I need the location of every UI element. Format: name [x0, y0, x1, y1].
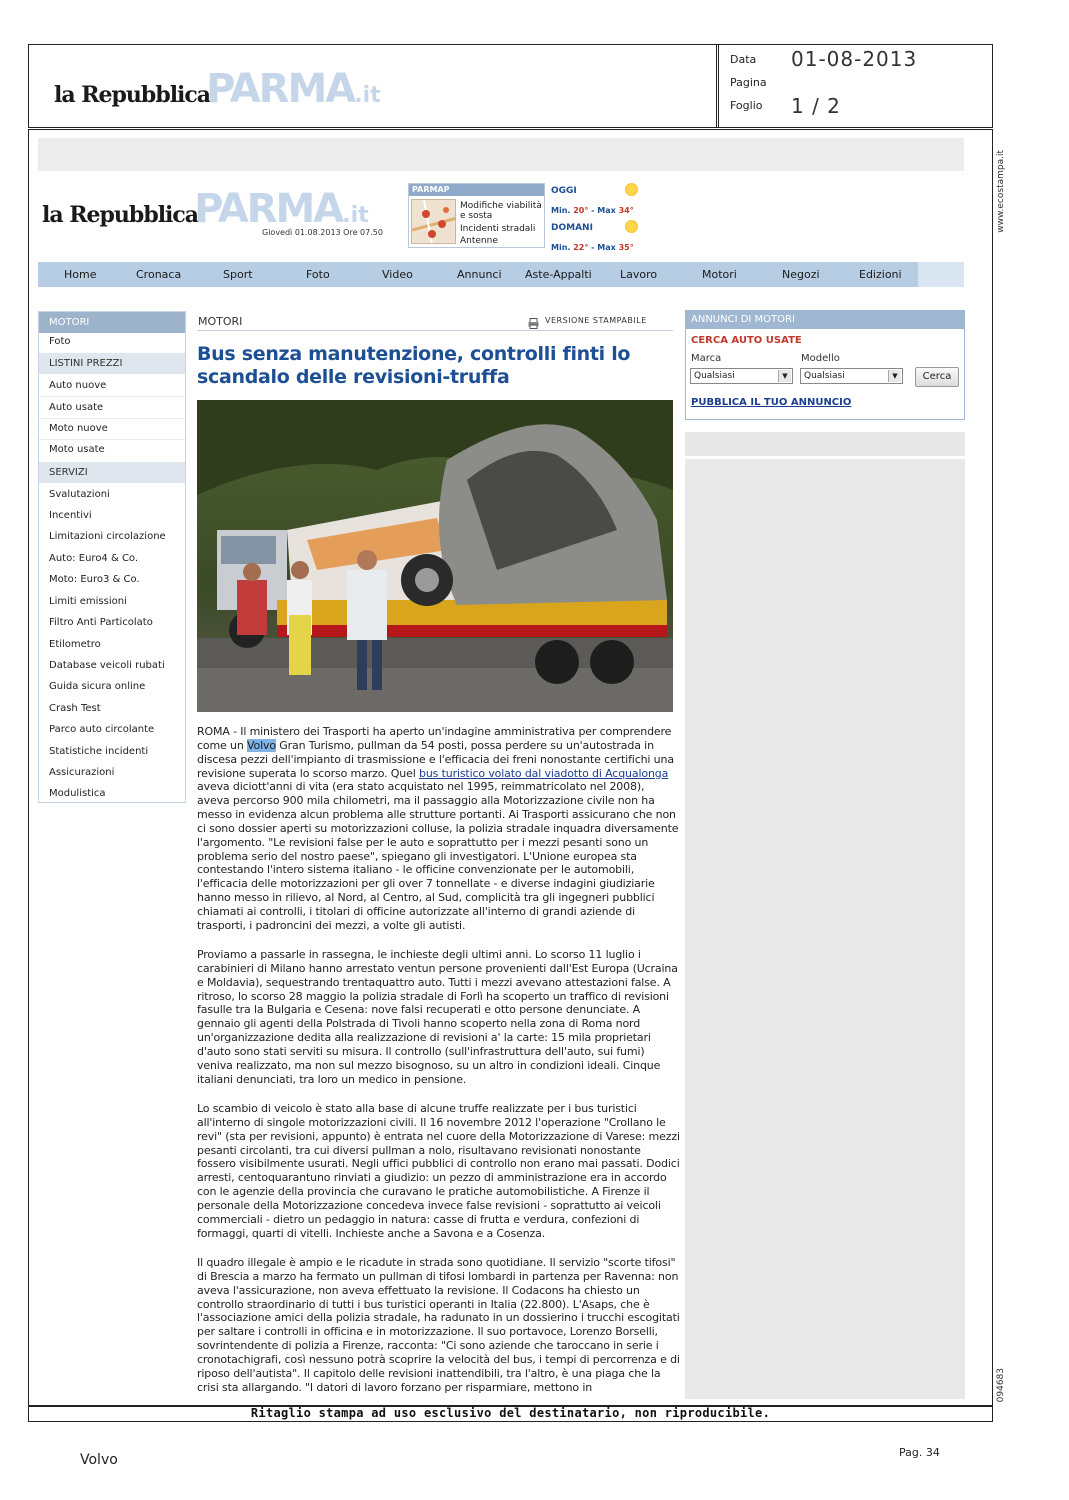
nav-lavoro[interactable]: Lavoro — [620, 268, 658, 281]
parmap-title: PARMAP — [409, 184, 544, 196]
data-value: 01-08-2013 — [791, 47, 918, 71]
sidebar-item-euro4[interactable]: Auto: Euro4 & Co. — [49, 553, 139, 564]
logo-name: PARMA — [206, 66, 355, 112]
sidebar-item-auto-nuove[interactable]: Auto nuove — [49, 380, 107, 391]
sidebar-section-listini: LISTINI PREZZI — [39, 353, 185, 374]
sidebar-item-foto[interactable]: Foto — [49, 336, 71, 347]
nav-home[interactable]: Home — [64, 268, 97, 281]
clipping-logo — [54, 66, 381, 112]
sidebar-item-etilometro[interactable]: Etilometro — [49, 639, 101, 650]
nav-sport[interactable]: Sport — [223, 268, 253, 281]
sidebar-item-moto-nuove[interactable]: Moto nuove — [49, 423, 108, 434]
sidebar-item-crash-test[interactable]: Crash Test — [49, 703, 101, 714]
foglio-value: 1 / 2 — [791, 94, 841, 118]
parmap-link-incidenti[interactable]: Incidenti stradali — [460, 224, 536, 234]
sidebar-item-modulistica[interactable]: Modulistica — [49, 788, 106, 799]
sidebar-separator — [39, 418, 185, 419]
ads-header: ANNUNCI DI MOTORI — [686, 311, 964, 329]
site-logo-prefix: la Repubblica — [42, 202, 199, 228]
sidebar-item-statistiche[interactable]: Statistiche incidenti — [49, 746, 149, 757]
highlighted-keyword: Volvo — [247, 738, 276, 752]
pagina-label: Pagina — [730, 76, 767, 89]
weather-tomorrow-label: DOMANI — [551, 223, 593, 233]
site-logo-name: PARMA — [194, 186, 343, 232]
nav-edizioni[interactable]: Edizioni — [859, 268, 902, 281]
cerca-button[interactable]: Cerca — [915, 367, 959, 387]
data-label: Data — [730, 53, 757, 66]
right-ad-placeholder-top — [685, 432, 965, 456]
sidebar-item-guida-sicura[interactable]: Guida sicura online — [49, 681, 146, 692]
marca-select-value: Qualsiasi — [694, 371, 735, 381]
site-date-line: Giovedì 01.08.2013 Ore 07.50 — [262, 228, 383, 237]
parmap-link-antenne[interactable]: Antenne — [460, 236, 498, 246]
sidebar-item-filtro[interactable]: Filtro Anti Particolato — [49, 617, 153, 628]
sidebar-separator — [39, 439, 185, 440]
page-number: Pag. 34 — [899, 1446, 940, 1459]
parmap-link-viabilita[interactable]: Modifiche viabilità e sosta — [460, 201, 542, 221]
sidebar-section-motori[interactable]: MOTORI — [39, 312, 185, 333]
sidebar-item-emissioni[interactable]: Limiti emissioni — [49, 596, 127, 607]
modello-select[interactable] — [800, 368, 903, 384]
sidebar-item-moto-usate[interactable]: Moto usate — [49, 444, 105, 455]
right-ad-placeholder — [685, 459, 965, 1399]
map-thumbnail-icon[interactable] — [411, 199, 456, 244]
nav-foto[interactable]: Foto — [306, 268, 330, 281]
sidebar-item-euro3[interactable]: Moto: Euro3 & Co. — [49, 574, 140, 585]
article-headline: Bus senza manutenzione, controlli finti lo scandalo delle revisioni-truffa — [197, 343, 631, 388]
article-paragraph-4: Il quadro illegale è ampio e le ricadute in strada sono quotidiane. Il servizio "scorte tifosi" di Brescia a marzo ha fermato un pullman di tifosi lombardi in partenza per Ravenna: non aveva l'assicurazione, non aveva effettuato la revisione. Il Codacons ha chiesto un controllo straordinario di tutti i bus turistici operanti in Italia (22.800). L'Asaps, che è l'associazione amici della polizia stradale, ha radunato in un dossierino i trucchi escogitati per saltare i controlli in officina e in motorizzazione. Il suo portavoce, Lorenzo Borselli, sovrintendente di polizia a Firenze, racconta: "Ci sono aziende che taroccano in serie i cronotachigrafi, così nessuno potrà scoprire la velocità del bus, i tempi di percorrenza e di riposo dell'autista". Il capitolo delle revisioni inattendibili, tra l'altro, è una piaga che la crisi sta allargando. "I datori di lavoro forzano per risparmiare, mettono in — [197, 1256, 680, 1394]
main-nav-end — [918, 262, 964, 287]
modello-label: Modello — [801, 353, 840, 364]
sun-icon — [625, 183, 638, 196]
chevron-down-icon: ▼ — [778, 370, 791, 382]
sidebar-item-database[interactable]: Database veicoli rubati — [49, 660, 165, 671]
section-divider — [197, 330, 673, 331]
ecostampa-credit: www.ecostampa.it — [996, 150, 1006, 233]
nav-cronaca[interactable]: Cronaca — [136, 268, 182, 281]
nav-annunci[interactable]: Annunci — [457, 268, 502, 281]
sidebar-item-svalutazioni[interactable]: Svalutazioni — [49, 489, 110, 500]
nav-aste-appalti[interactable]: Aste-Appalti — [525, 268, 592, 281]
sun-icon — [625, 220, 638, 233]
article-link-viadotto[interactable]: bus turistico volato dal viadotto di Acqualonga — [419, 766, 669, 780]
sidebar-separator — [39, 396, 185, 397]
sidebar-section-servizi: SERVIZI — [39, 462, 185, 483]
weather-today-temps: Min. 20° - Max 34° — [551, 206, 634, 215]
ads-title: CERCA AUTO USATE — [691, 335, 802, 346]
article-section[interactable]: MOTORI — [198, 315, 243, 328]
nav-negozi[interactable]: Negozi — [782, 268, 820, 281]
chevron-down-icon: ▼ — [888, 370, 901, 382]
footer-keyword: Volvo — [80, 1452, 118, 1468]
article-paragraph-3: Lo scambio di veicolo è stato alla base di alcune truffe realizzate per i bus turistici all'interno di singole motorizzazioni civili. Il 16 novembre 2012 l'operazione "Crollano le revi" (sta per revisioni, appunto) è entrata nel cuore della Motorizzazione di Varese: mezzi pesanti circolanti, tra cui diversi pullman a nolo, risultavano revisionati nonostante fossero visibilmente usurati. Negli uffici pubblici di controllo non erano mai passati. Dodici arresti, centoquarantuno rinviati a giudizio: un pezzo di amministrazione era in accordo con le agenzie della provincia che curavano le pratiche automobilistiche. A Firenze il personale della Motorizzazione concedeva invece false revisioni - soprattutto ai veicoli commerciali - dietro un pedaggio in natura: casse di frutta e verdura, confezioni di formaggi, quarti di vitelli. Inchieste anche a Savona e a Cosenza. — [197, 1102, 680, 1240]
print-version-link[interactable]: VERSIONE STAMPABILE — [545, 316, 647, 325]
marca-select[interactable] — [690, 368, 793, 384]
sidebar-item-incentivi[interactable]: Incentivi — [49, 510, 92, 521]
article-paragraph-1: ROMA - Il ministero dei Trasporti ha aperto un'indagine amministrativa per comprendere come un Volvo Gran Turismo, pullman da 54 posti, possa perdere su un'autostrada in discesa pezzi dell'impianto di trasmissione e l'efficacia dei freni nonostante certifichi una revisione superata lo scorso marzo. Quel bus turistico volato dal viadotto di Acqualonga aveva diciott'anni di vita (era stato acquistato nel 1995, reimmatricolato nel 2008), aveva percorso 900 mila chilometri, ma il passaggio alla Motorizzazione civile non ha messo in evidenza alcun problema alle strutture portanti. Ai Trasporti assicurano che non ci sono dossier aperti su motorizzazioni colluse, la polizia stradale inquadra diversamente l'argomento. "Le revisioni false per le auto e soprattutto per i mezzi pesanti sono un problema serio del nostro paese", spiegano gli investigatori. L'Unione europea sta contestando l'intero sistema italiano - le officine convenzionate per le automobili, l'efficacia delle motorizzazioni per gli over 7 tonnellate - e diverse indagini giudiziarie hanno messo in rilievo, al Nord, al Centro, al Sud, complicità tra gli ingegneri pubblici chiamati ai controlli, i titolari di officine autorizzate all'interno di grandi aziende di trasporti, i padroncini dei mezzi, a volte gli autisti. — [197, 725, 679, 932]
sidebar-item-assicurazioni[interactable]: Assicurazioni — [49, 767, 115, 778]
site-logo-suffix: .it — [342, 203, 369, 228]
sidebar-item-limitazioni[interactable]: Limitazioni circolazione — [49, 531, 166, 542]
top-banner-placeholder — [38, 138, 964, 171]
nav-motori[interactable]: Motori — [702, 268, 737, 281]
clipping-header-divider — [716, 44, 719, 128]
logo-prefix: la Repubblica — [54, 82, 211, 108]
footer-notice: Ritaglio stampa ad uso esclusivo del destinatario, non riproducibile. — [250, 1406, 771, 1420]
sidebar-item-auto-usate[interactable]: Auto usate — [49, 402, 104, 413]
sidebar-item-parco-auto[interactable]: Parco auto circolante — [49, 724, 155, 735]
document-code: 094683 — [996, 1368, 1006, 1403]
weather-today-label: OGGI — [551, 186, 577, 196]
publish-ad-link[interactable]: PUBBLICA IL TUO ANNUNCIO — [691, 397, 852, 408]
article-paragraph-2: Proviamo a passarle in rassegna, le inchieste degli ultimi anni. Lo scorso 11 luglio i carabinieri di Milano hanno arrestato ventun persone provenienti dall'Est Europa (Ucraina e Moldavia), sequestrando trentaquattro auto. Tutti i mezzi avevano attestazioni false. A ritroso, lo scorso 28 maggio la polizia stradale di Forlì ha scoperto un traffico di revisioni fasulle tra la Bulgaria e Cesena: nove falsi recuperati e otto persone denunciate. A gennaio gli agenti della Polstrada di Tivoli hanno scoperto nella zona di Roma nord un'organizzazione dedita alla realizzazione di revisioni a' la carte: 15 mila proprietari d'auto sono stati serviti su misura. Il controllo (sull'infrastruttura dell'auto, sui fumi) veniva realizzato, ma non sul mezzo bisognoso, su un altro in condizioni ideali. Cinque italiani denunciati, tra loro un medico in pensione. — [197, 948, 678, 1086]
marca-label: Marca — [691, 353, 722, 364]
foglio-label: Foglio — [730, 99, 763, 112]
modello-select-value: Qualsiasi — [804, 371, 845, 381]
weather-tomorrow-temps: Min. 22° - Max 35° — [551, 243, 634, 252]
printer-icon[interactable] — [528, 314, 539, 325]
logo-suffix: .it — [354, 83, 381, 108]
site-logo[interactable] — [42, 186, 369, 232]
nav-video[interactable]: Video — [382, 268, 413, 281]
article-photo — [197, 400, 673, 712]
